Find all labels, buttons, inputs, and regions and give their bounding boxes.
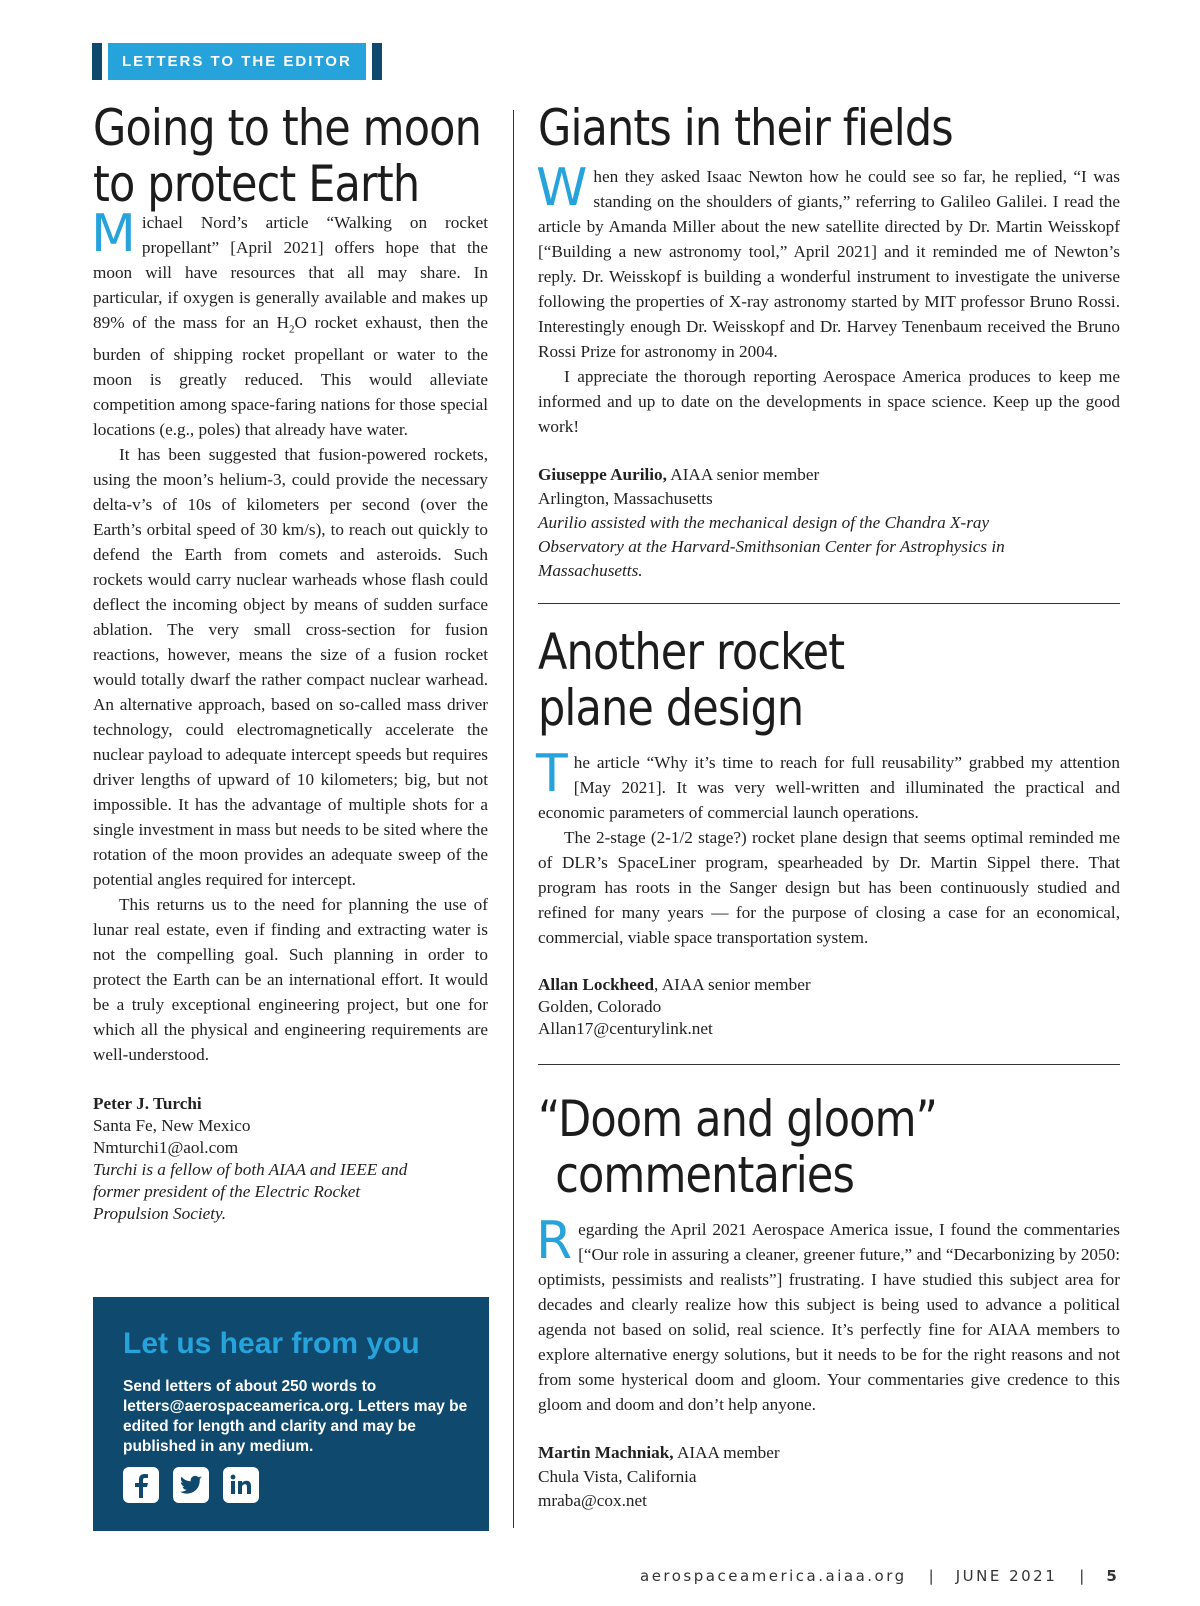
letter-moon [93, 100, 488, 1225]
page-number: 5 [1106, 1567, 1117, 1585]
author-title: , AIAA senior member [654, 975, 811, 994]
badge-bar-right [372, 43, 382, 80]
author-name: Giuseppe Aurilio, [538, 465, 667, 484]
author-bio: Turchi is a fellow of both AIAA and IEEE and former president of the Electric Rocket Propulsion Society. [93, 1160, 408, 1224]
headline-moon-line1: Going to the moon [93, 99, 482, 157]
author-location: Arlington, Massachusetts [538, 489, 713, 508]
letter-giants [538, 100, 1120, 583]
facebook-icon[interactable] [123, 1467, 159, 1503]
author-name: Peter J. Turchi [93, 1094, 202, 1114]
author-title: AIAA member [673, 1443, 780, 1462]
headline-giants: Giants in their fields [538, 99, 953, 157]
letter-giants-paragraph-2: I appreciate the thorough reporting Aerospace America produces to keep me informed and up to date on the developments in space science. Keep up the good work! [538, 367, 1120, 436]
signature-machniak [538, 1441, 1120, 1513]
headline-moon-line2: to protect Earth [93, 155, 420, 213]
author-line [538, 974, 1120, 996]
dropcap-m: M [91, 204, 136, 264]
footer-separator: | [928, 1567, 934, 1585]
author-location: Golden, Colorado [538, 997, 662, 1016]
dropcap-w: W [536, 158, 588, 218]
author-location: Santa Fe, New Mexico [93, 1116, 251, 1136]
signature-lockheed [538, 974, 1120, 1040]
column-divider [513, 110, 514, 1528]
letter-doom-gloom [538, 1091, 1120, 1513]
letter-moon-paragraph-2: It has been suggested that fusion-powered rockets, using the moon’s helium-3, could provide the necessary delta-v’s of 10s of kilometers per second (over the Earth’s orbital speed of 30 km/s), to reach out quickly to defend the Earth from comets and asteroids. Such rockets would carry nuclear warheads whose flash could deflect the incoming object by means of sudden surface ablation. The very small cross-section for fusion reactions, however, means the size of a fusion rocket would totally dwarf the rather compact nuclear warhead. An alternative approach, based on so-called mass driver technology, could electromagnetically accelerate the nuclear payload to adequate intercept speeds but requires driver lengths of upward of 10 kilometers; big, but not impossible. It has the advantage of multiple shots for a single investment in mass but needs to be sited where the rotation of the moon provides an adequate sweep of the potential angles required for intercept. [93, 445, 488, 890]
headline-rocket-plane [538, 624, 1123, 736]
author-line [538, 1441, 1120, 1465]
signature-turchi [93, 1093, 488, 1225]
divider-1 [538, 603, 1120, 604]
badge-bar-left [92, 43, 102, 80]
author-email[interactable]: Nmturchi1@aol.com [93, 1138, 239, 1158]
letter-rocket-plane-paragraph-2: The 2-stage (2-1/2 stage?) rocket plane design that seems optimal reminded me of DLR’s SpaceLiner program, spearheaded by Dr. Martin Sippel there. That program has roots in the Sanger design but has been continuously studied and refined for many years — for the purpose of closing a case for an economical, commercial, viable space transportation system. [538, 828, 1120, 947]
headline-rocket-plane-line2: plane design [538, 679, 804, 737]
footer-issue: JUNE 2021 [955, 1567, 1058, 1585]
signature-aurilio [538, 463, 1120, 583]
author-title: AIAA senior member [666, 465, 820, 484]
headline-rocket-plane-line1: Another rocket [538, 623, 845, 681]
footer-separator: | [1079, 1567, 1085, 1585]
section-label: LETTERS TO THE EDITOR [108, 43, 366, 80]
callout-title: Let us hear from you [123, 1327, 420, 1360]
callout-text: Send letters of about 250 words to letters@aerospaceamerica.org. Letters may be edited for length and clarity and may be published in any medium. [123, 1378, 468, 1455]
author-line [538, 463, 1120, 487]
callout-box [93, 1297, 489, 1531]
dropcap-t: T [536, 744, 568, 804]
section-badge [92, 43, 382, 80]
headline-doom-gloom-line2: commentaries [555, 1146, 855, 1204]
author-email[interactable]: Allan17@centurylink.net [538, 1019, 713, 1038]
right-column [538, 100, 1120, 1513]
footer-website[interactable]: aerospaceamerica.aiaa.org [640, 1567, 907, 1585]
letter-rocket-plane [538, 624, 1120, 1040]
author-bio: Aurilio assisted with the mechanical design of the Chandra X-ray Observatory at the Harvard-Smithsonian Center for Astrophysics in Massachusetts. [538, 513, 1005, 580]
divider-2 [538, 1064, 1120, 1065]
dropcap-r: R [536, 1211, 573, 1271]
twitter-icon[interactable] [173, 1467, 209, 1503]
headline-doom-gloom [538, 1091, 1123, 1203]
author-name: Allan Lockheed [538, 975, 655, 994]
letter-doom-gloom-paragraph-1: Regarding the April 2021 Aerospace America issue, I found the commentaries [“Our role in assuring a cleaner, greener future,” and “Decarbonizing by 2050: optimists, pessimists and realists”] frustrating. I have studied this subject area for decades and clearly realize how this subject is being used to advance a political agenda not based on solid, real science. It’s perfectly fine for AIAA members to explore alternative energy solutions, but it needs to be for the right reasons and not from some hysterical doom and gloom. Your commentaries give credence to this gloom and doom and don’t help anyone. [536, 1211, 1120, 1414]
letter-moon-paragraph-1: Michael Nord’s article “Walking on rocket propellant” [April 2021] offers hope that the moon will have resources that all may share. In particular, if oxygen is generally available and makes up 89% of the mass for an $H_2O$ rocket exhaust, then the burden of shipping rocket propellant or water to the moon is greatly reduced. This would alleviate competition among space-faring nations for those special locations (e.g., poles) that already have water. [91, 204, 488, 440]
social-links [123, 1467, 259, 1503]
author-email[interactable]: mraba@cox.net [538, 1491, 647, 1510]
page-footer [640, 1567, 1117, 1585]
letter-giants-paragraph-1: When they asked Isaac Newton how he could see so far, he replied, “I was standing on the shoulders of giants,” referring to Galileo Galilei. I read the article by Amanda Miller about the new satellite directed by Dr. Martin Weisskopf [“Building a new astronomy tool,” April 2021] and it reminded me of Newton’s reply. Dr. Weisskopf is building a wonderful instrument to investigate the universe following the properties of X-ray astronomy started by MIT professor Bruno Rossi. Interestingly enough Dr. Weisskopf and Dr. Harvey Tenenbaum received the Bruno Rossi Prize for astronomy in 2004. [536, 158, 1120, 361]
author-location: Chula Vista, California [538, 1467, 697, 1486]
author-name: Martin Machniak, [538, 1443, 674, 1462]
headline-doom-gloom-line1: “Doom and gloom” [538, 1090, 938, 1148]
linkedin-icon[interactable] [223, 1467, 259, 1503]
letter-moon-paragraph-3: This returns us to the need for planning the use of lunar real estate, even if finding and extracting water is not the compelling goal. Such planning in order to protect the Earth can be an international effort. It would be a truly exceptional engineering project, but one for which all the physical and engineering requirements are well-understood. [93, 895, 488, 1065]
letter-rocket-plane-paragraph-1: The article “Why it’s time to reach for full reusability” grabbed my attention [May 2021]. It was very well-written and illuminated the practical and economic parameters of commercial launch operations. [536, 744, 1120, 822]
headline-moon [93, 100, 489, 212]
